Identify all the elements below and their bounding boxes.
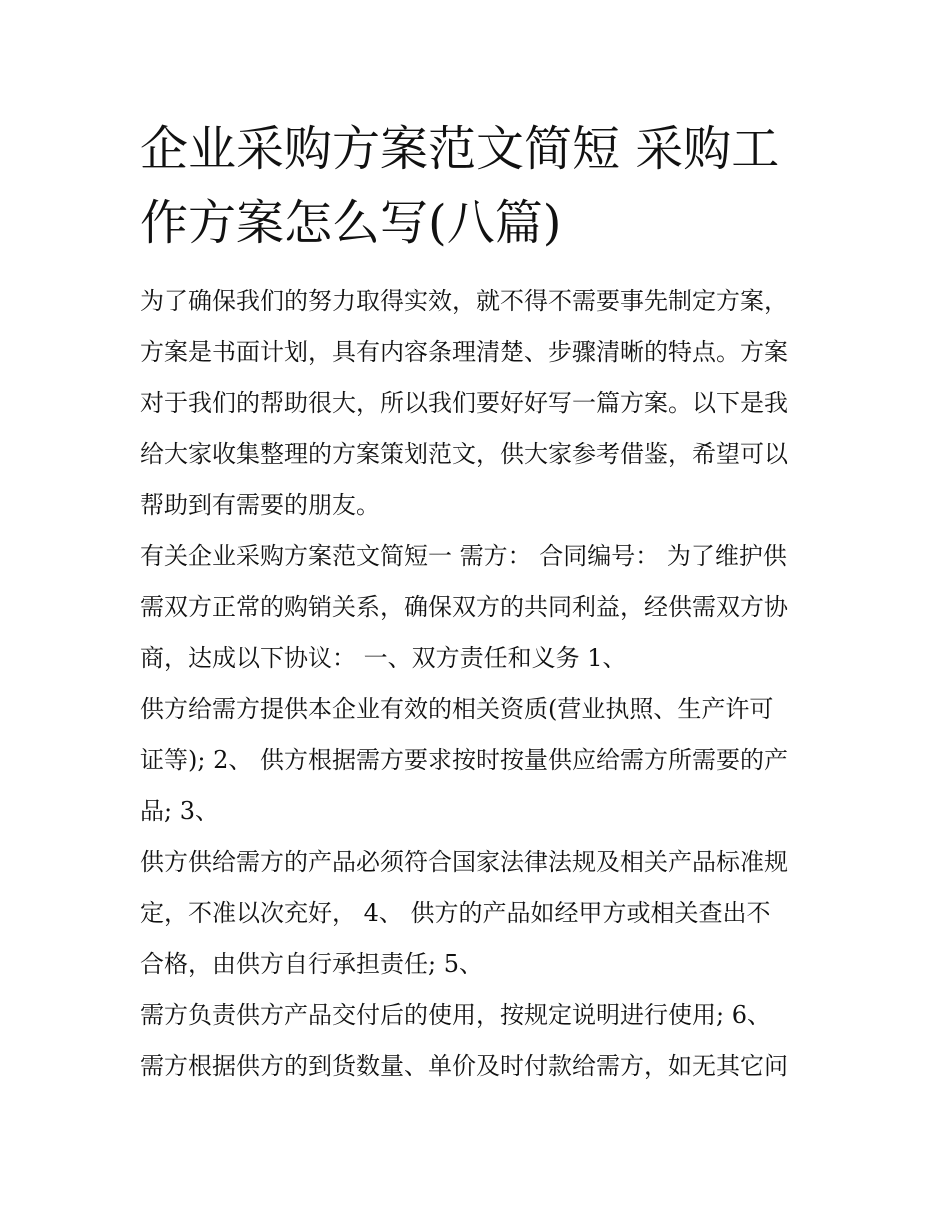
paragraph-contract-intro: 有关企业采购方案范文简短一 需方： 合同编号： 为了维护供 需双方正常的购销关系，确保双方的共同利益，经供需双方协 商，达成以下协议： 一、双方责任和义务 1、 (140, 542, 788, 672)
paragraph-clause-5: 需方负责供方产品交付后的使用，按规定说明进行使用; 6、 (140, 1001, 771, 1029)
document-title: 企业采购方案范文简短 采购工 作方案怎么写(八篇) (140, 121, 780, 251)
paragraph-clause-1-2: 供方给需方提供本企业有效的相关资质(营业执照、生产许可 证等); 2、 供方根据需方要求按时按量供应给需方所需要的产 品; 3、 (140, 695, 788, 825)
paragraph-clause-3-4: 供方供给需方的产品必须符合国家法律法规及相关产品标准规 定，不准以次充好， 4、 供方的产品如经甲方或相关查出不 合格，由供方自行承担责任; 5、 (140, 848, 788, 978)
paragraph-clause-6: 需方根据供方的到货数量、单价及时付款给需方，如无其它问 (140, 1052, 788, 1080)
paragraph-intro: 为了确保我们的努力取得实效，就不得不需要事先制定方案， 方案是书面计划，具有内容条理清楚、步骤清晰的特点。方案 对于我们的帮助很大，所以我们要好好写一篇方案。以下是我 给大家收集整理的方案策划范文，供大家参考借鉴，希望可以 帮助到有需要的朋友。 (140, 287, 788, 519)
